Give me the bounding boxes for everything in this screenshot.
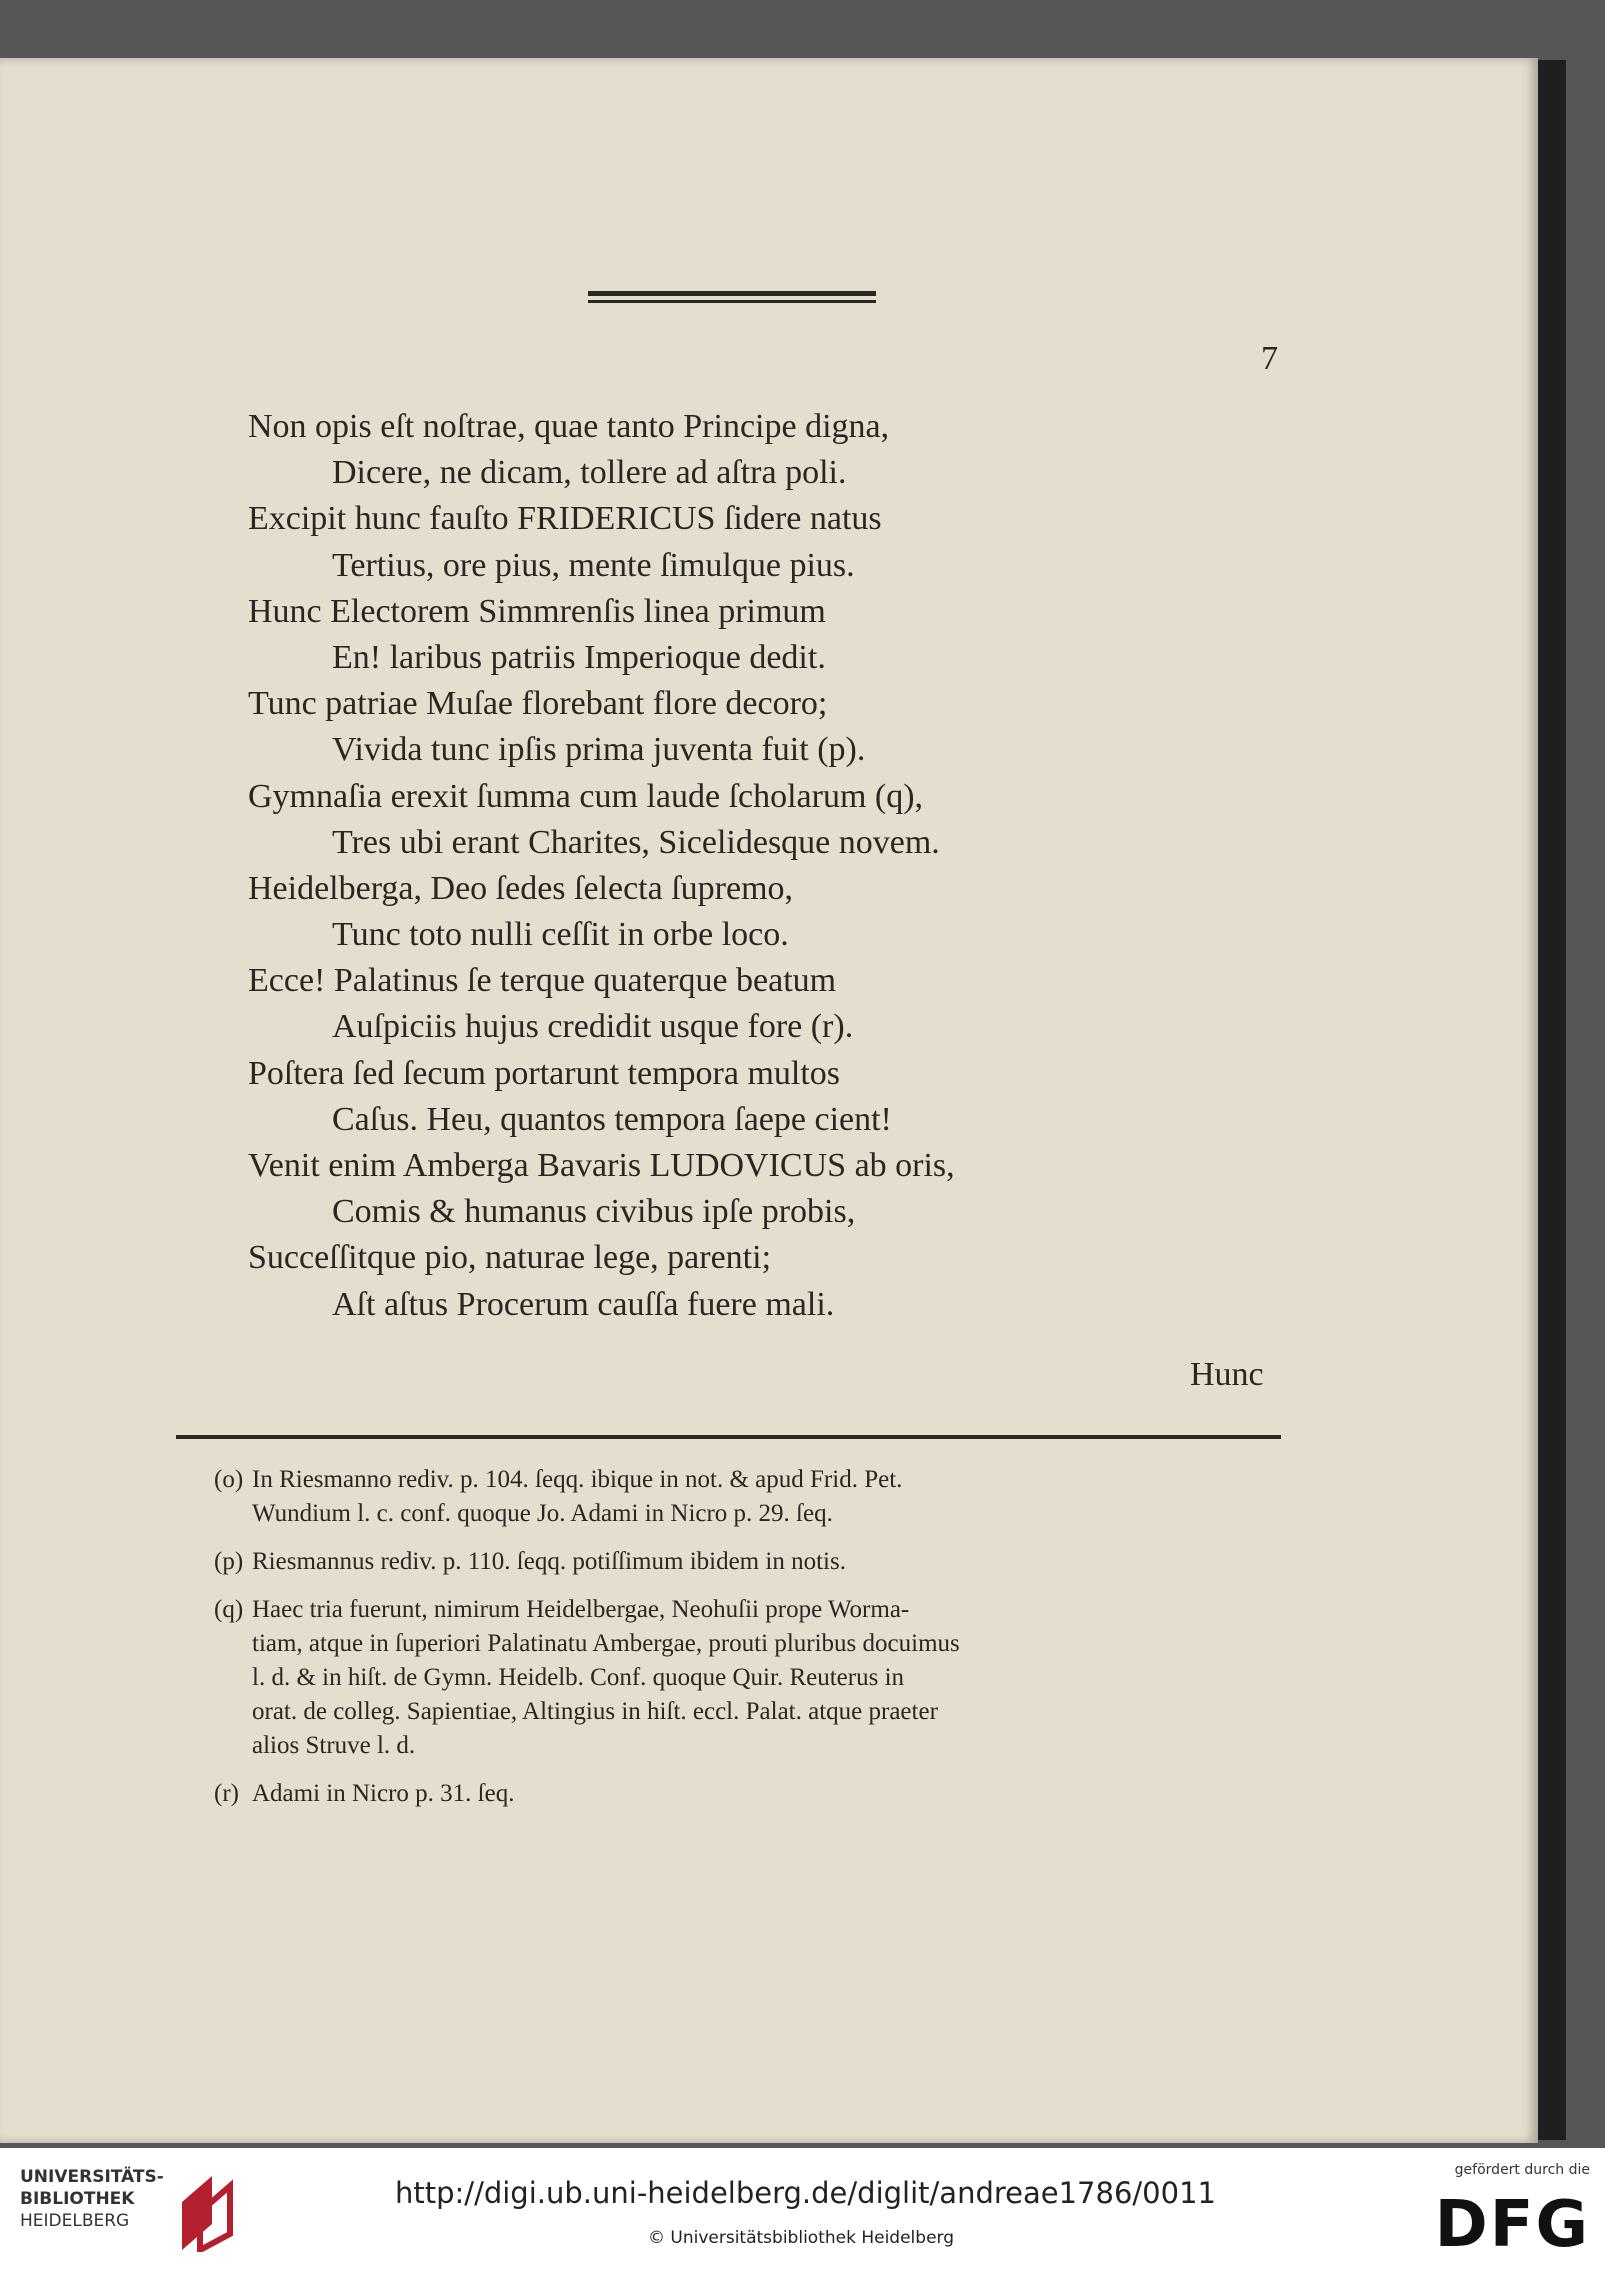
poem-line: Ecce! Palatinus ſe terque quaterque beatum [248,962,837,1000]
footnote-mark: (q) [214,1596,244,1623]
poem-line: Gymnaſia erexit ſumma cum laude ſcholarum (q), [248,777,924,815]
footnote-line: tiam, atque in ſuperiori Palatinatu Ambergae, prouti pluribus docuimus [252,1630,960,1657]
footnote-line: Adami in Nicro p. 31. ſeq. [252,1780,515,1807]
footnotes [214,1463,1294,1825]
footnote-rule [176,1435,1281,1439]
footnote [214,1463,1294,1531]
ub-heidelberg-logo-icon [178,2172,242,2252]
poem-line: Non opis eſt noſtrae, quae tanto Principe digna, [248,408,890,445]
footnote [214,1593,1294,1763]
poem-line: Tres ubi erant Charites, Sicelidesque novem. [332,823,940,861]
footnote-mark: (p) [214,1548,244,1575]
dfg-logo: DFG [1434,2188,1590,2262]
poem-line: Hunc Electorem Simmrenſis linea primum [248,592,826,630]
ub-heidelberg-logo[interactable] [20,2166,250,2261]
book-page [0,58,1538,2143]
poem-line: Vivida tunc ipſis prima juventa fuit (p). [332,731,866,769]
catchword: Hunc [1190,1356,1264,1393]
footnote-mark: (r) [214,1780,239,1807]
poem-line: En! laribus patriis Imperioque dedit. [332,638,826,676]
footnote-mark: (o) [214,1466,244,1493]
footnote [214,1777,1294,1811]
poem-text [248,404,1298,1328]
footnote-line: orat. de colleg. Sapientiae, Altingius in hiſt. eccl. Palat. atque praeter [252,1698,938,1725]
footnote-line: Riesmannus rediv. p. 110. ſeqq. potiſſimum ibidem in notis. [252,1548,846,1575]
poem-line: Poſtera ſed ſecum portarunt tempora multos [248,1054,841,1092]
footnote-line: Wundium l. c. conf. quoque Jo. Adami in Nicro p. 29. ſeq. [252,1500,833,1527]
viewer-footer [0,2148,1605,2277]
footnote-line: l. d. & in hiſt. de Gymn. Heidelb. Conf. quoque Quir. Reuterus in [252,1664,905,1691]
poem-line: Succeſſitque pio, naturae lege, parenti; [248,1239,772,1277]
logo-line-1: UNIVERSITÄTS- [20,2167,164,2187]
poem-line: Tertius, ore pius, mente ſimulque pius. [332,546,855,584]
footnote-line: alios Struve l. d. [252,1732,416,1759]
footnote-line: Haec tria fuerunt, nimirum Heidelbergae, Neohuſii prope Worma- [252,1596,910,1623]
poem-line: Auſpiciis hujus credidit usque fore (r). [332,1008,854,1046]
page-edge [1538,60,1566,2140]
poem-line: Comis & humanus civibus ipſe probis, [332,1193,856,1231]
dfg-funding[interactable] [1420,2162,1590,2267]
poem-line: Venit enim Amberga Bavaris LUDOVICUS ab oris, [248,1147,955,1184]
footnote [214,1545,1294,1579]
page-number: 7 [1261,340,1278,377]
poem-line: Aſt aſtus Procerum cauſſa fuere mali. [332,1285,835,1323]
permalink-url[interactable]: http://digi.ub.uni-heidelberg.de/diglit/andreae1786/0011 [395,2176,1216,2210]
poem-line: Caſus. Heu, quantos tempora ſaepe cient! [332,1100,892,1138]
poem-line: Excipit hunc fauſto FRIDERICUS ſidere natus [248,500,882,538]
copyright-notice: © Universitätsbibliothek Heidelberg [648,2228,955,2248]
logo-line-3: HEIDELBERG [20,2211,130,2231]
dfg-subtitle: gefördert durch die [1454,2162,1590,2178]
logo-line-2: BIBLIOTHEK [20,2189,135,2209]
poem-line: Tunc patriae Muſae florebant flore decoro; [248,685,828,723]
poem-line: Tunc toto nulli ceſſit in orbe loco. [332,916,789,954]
footnote-line: In Riesmanno rediv. p. 104. ſeqq. ibique in not. & apud Frid. Pet. [252,1466,903,1493]
poem-line: Heidelberga, Deo ſedes ſelecta ſupremo, [248,869,794,907]
poem-line: Dicere, ne dicam, tollere ad aſtra poli. [332,454,847,492]
header-double-rule [588,291,876,303]
